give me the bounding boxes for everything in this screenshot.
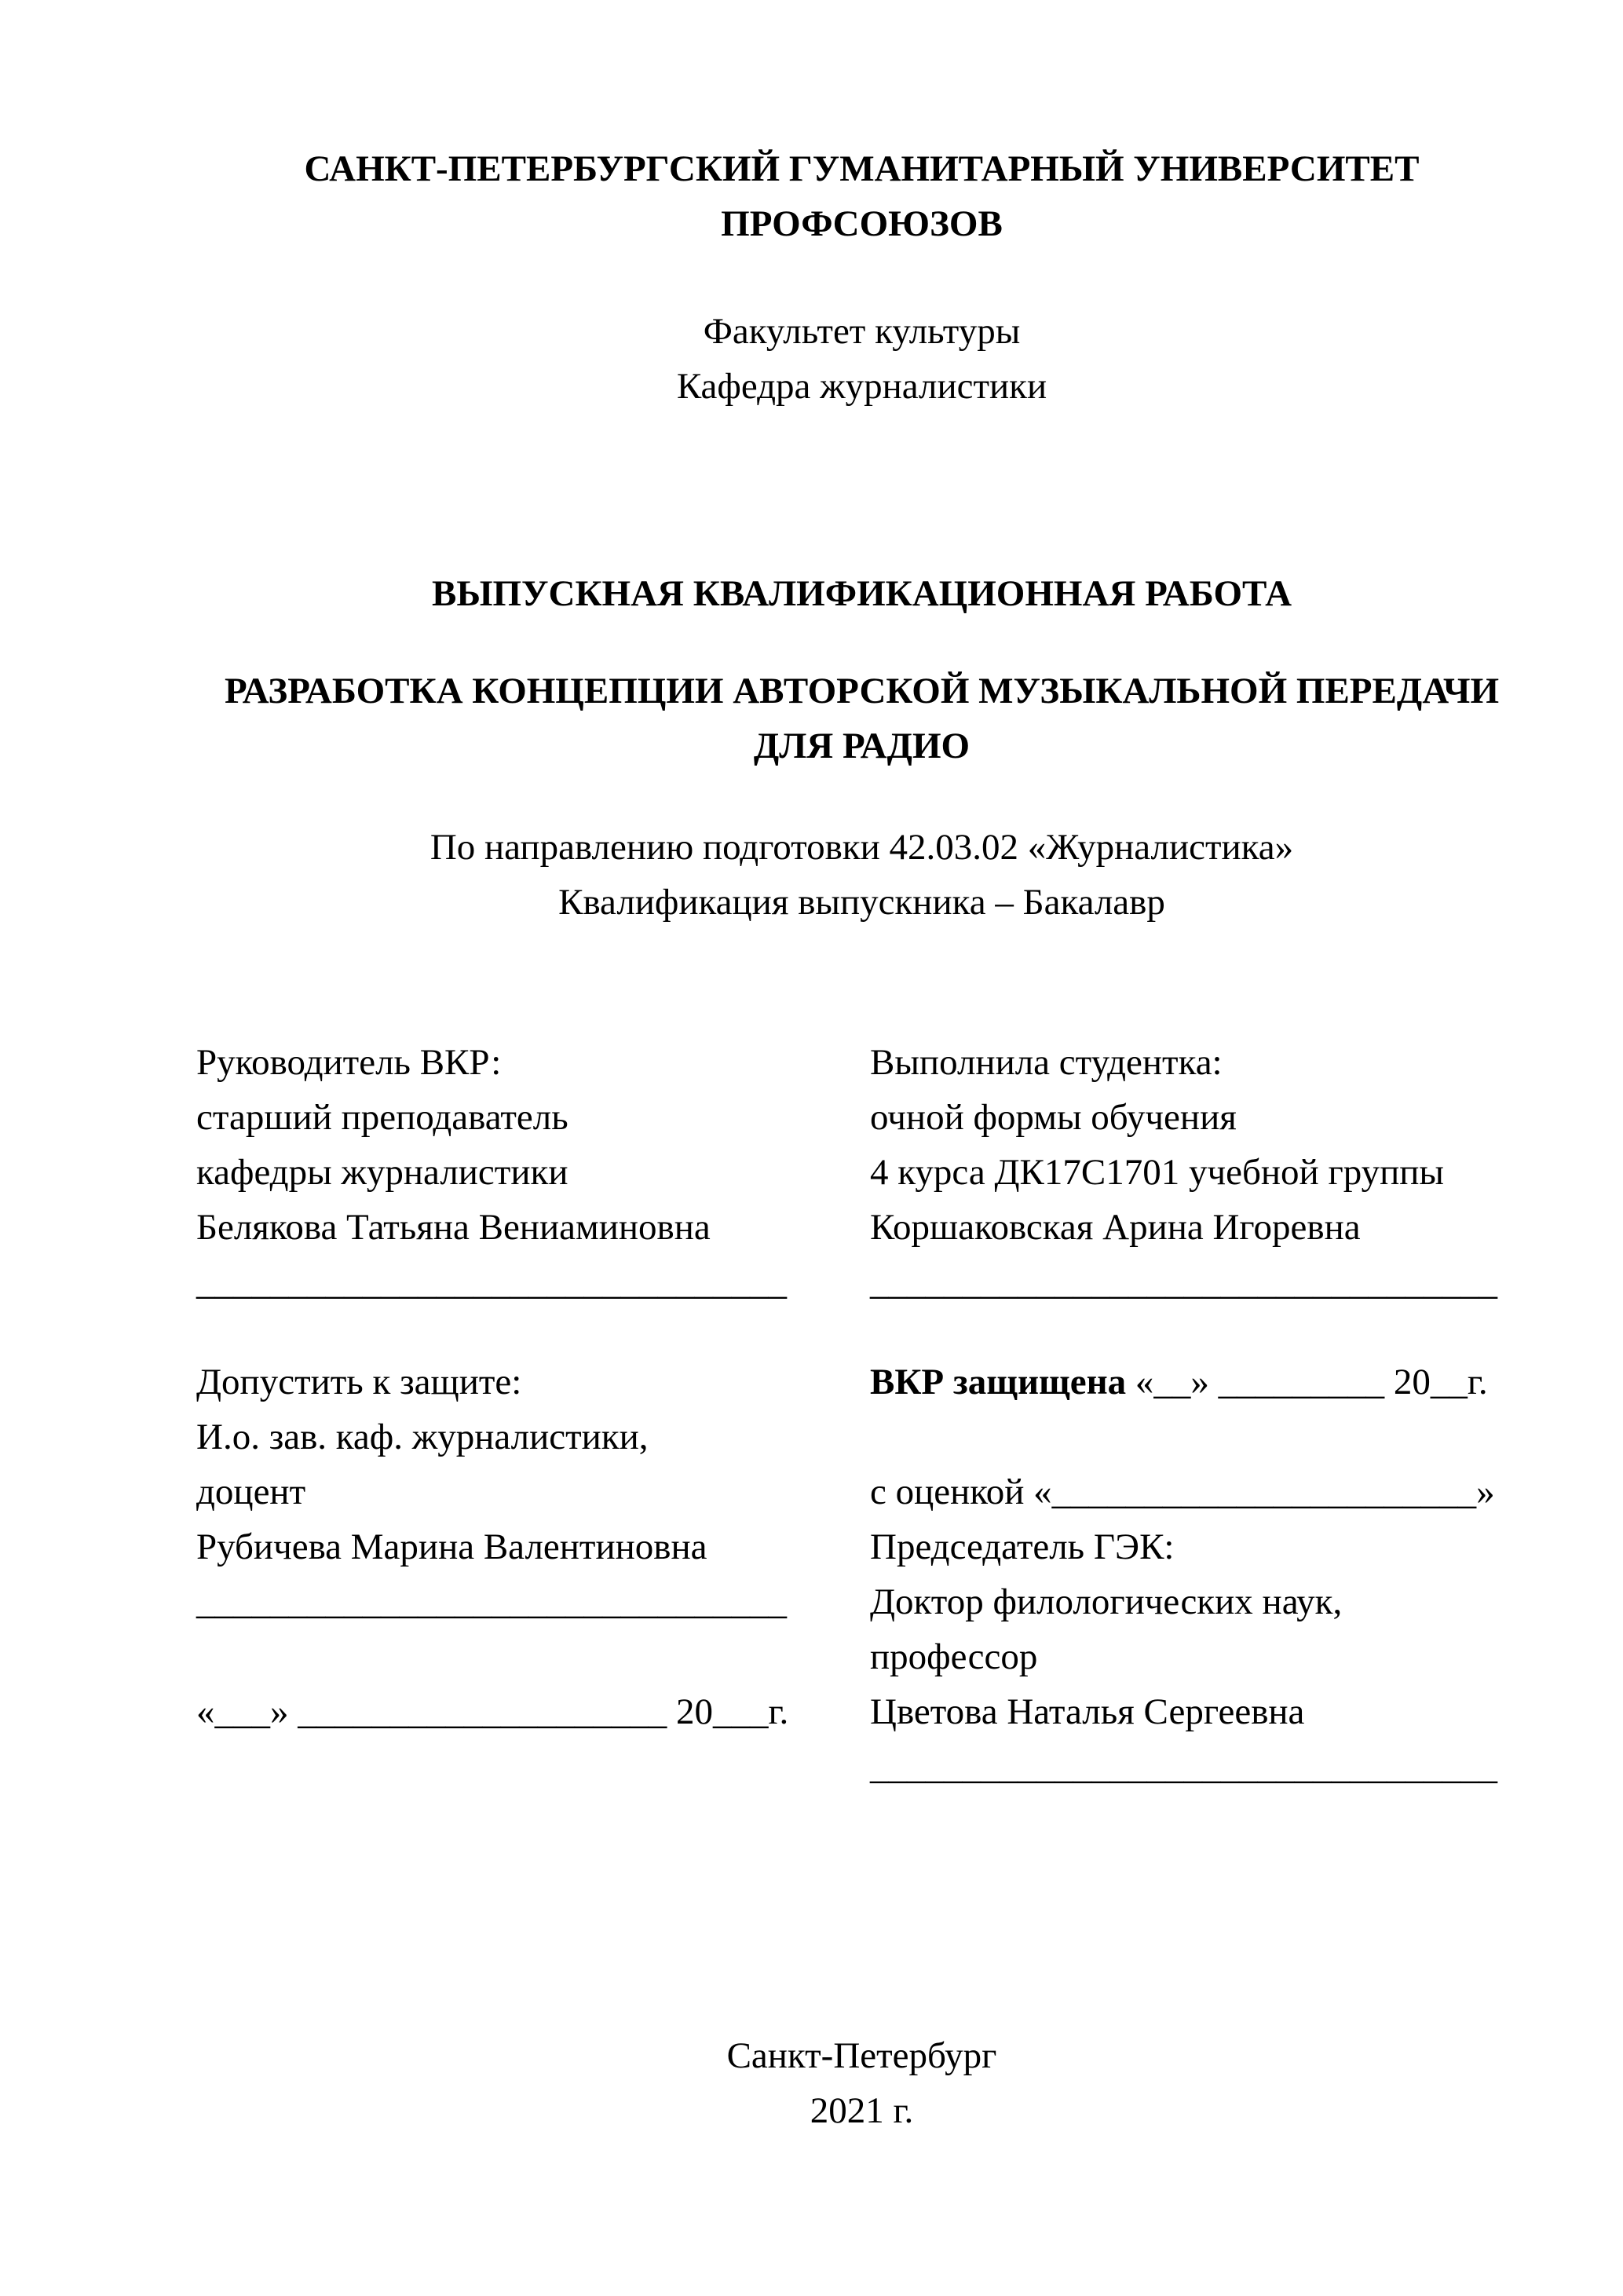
chairman-position-line1: Доктор филологических наук,	[870, 1581, 1343, 1622]
chairman-name: Цветова Наталья Сергеевна	[870, 1691, 1305, 1732]
program-block	[196, 820, 1527, 930]
admission-spacer	[196, 1629, 797, 1684]
thesis-title	[196, 664, 1527, 773]
faculty-department-block	[196, 304, 1527, 414]
admission-defense-block	[196, 1355, 1527, 1794]
student-signature-line: __________________________________	[870, 1262, 1497, 1303]
admission-position-line1: И.о. зав. каф. журналистики,	[196, 1417, 649, 1457]
supervisor-name: Белякова Татьяна Вениаминовна	[196, 1207, 711, 1248]
qualification: Квалификация выпускника – Бакалавр	[558, 882, 1165, 923]
defense-defended-label: ВКР защищена	[870, 1362, 1127, 1402]
defense-defended-blanks: «__» _________ 20__г.	[1126, 1362, 1488, 1402]
supervisor-position-line1: старший преподаватель	[196, 1097, 568, 1138]
defense-defended-line	[870, 1355, 1527, 1409]
defense-grade-line: с оценкой «_______________________»	[870, 1472, 1495, 1512]
footer-city: Санкт-Петербург	[726, 2035, 997, 2076]
supervisor-column	[196, 1035, 797, 1310]
defense-signature-line: __________________________________	[870, 1746, 1497, 1787]
admission-date-line: «___» ____________________ 20___г.	[196, 1691, 789, 1732]
university-name-line1: САНКТ-ПЕТЕРБУРГСКИЙ ГУМАНИТАРНЫЙ УНИВЕРСИТЕТ	[304, 148, 1420, 189]
admission-column	[196, 1355, 797, 1794]
student-study-form: очной формы обучения	[870, 1097, 1237, 1138]
program-direction: По направлению подготовки 42.03.02 «Журналистика»	[430, 827, 1294, 868]
university-name-line2: ПРОФСОЮЗОВ	[721, 203, 1003, 244]
supervisor-student-block	[196, 1035, 1527, 1310]
chairman-label: Председатель ГЭК:	[870, 1526, 1175, 1567]
department-name: Кафедра журналистики	[676, 366, 1047, 407]
student-column	[870, 1035, 1527, 1310]
footer-year: 2021 г.	[810, 2090, 914, 2131]
footer-block	[196, 2028, 1527, 2138]
admission-signature-line: ________________________________	[196, 1581, 787, 1622]
defense-spacer	[870, 1409, 1527, 1464]
thesis-title-line1: РАЗРАБОТКА КОНЦЕПЦИИ АВТОРСКОЙ МУЗЫКАЛЬНОЙ ПЕРЕДАЧИ	[224, 671, 1500, 711]
admission-label: Допустить к защите:	[196, 1362, 522, 1402]
supervisor-label: Руководитель ВКР:	[196, 1042, 502, 1083]
thesis-title-line2: ДЛЯ РАДИО	[753, 726, 971, 766]
admission-name: Рубичева Марина Валентиновна	[196, 1526, 707, 1567]
student-label: Выполнила студентка:	[870, 1042, 1223, 1083]
defense-column	[870, 1355, 1527, 1794]
supervisor-position-line2: кафедры журналистики	[196, 1152, 568, 1193]
supervisor-signature-line: ________________________________	[196, 1262, 787, 1303]
work-type-heading: ВЫПУСКНАЯ КВАЛИФИКАЦИОННАЯ РАБОТА	[431, 573, 1292, 614]
student-group: 4 курса ДК17С1701 учебной группы	[870, 1152, 1444, 1193]
student-name: Коршаковская Арина Игоревна	[870, 1207, 1361, 1248]
faculty-name: Факультет культуры	[703, 311, 1021, 352]
chairman-position-line2: профессор	[870, 1636, 1038, 1677]
admission-position-line2: доцент	[196, 1472, 306, 1512]
university-name-block	[196, 141, 1527, 251]
